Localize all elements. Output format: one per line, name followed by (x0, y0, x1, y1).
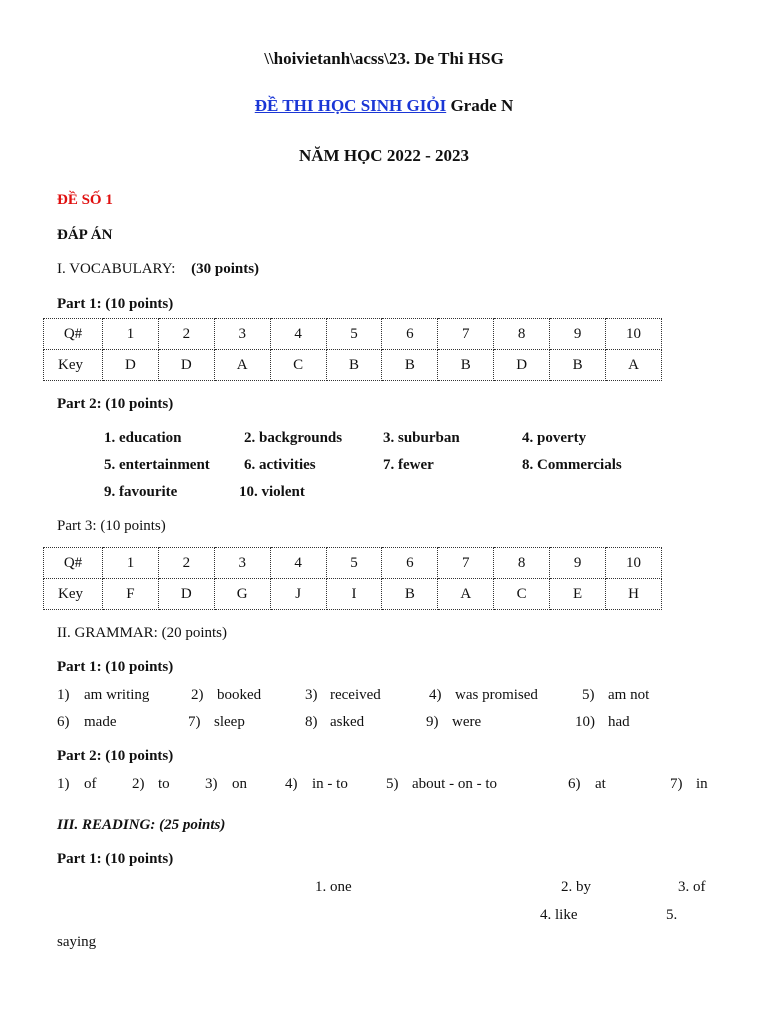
table-cell: B (382, 350, 438, 381)
table-row (44, 579, 662, 610)
table-cell: 7 (438, 319, 494, 350)
list-item: am writing (84, 687, 150, 703)
table-row (44, 548, 662, 579)
list-item: 1) (57, 687, 70, 703)
vocabulary-points: (30 points) (191, 261, 260, 277)
vocabulary-heading (57, 261, 259, 278)
table-cell: 8 (494, 548, 550, 579)
table-cell: 4 (270, 548, 326, 579)
table-cell: 2 (158, 319, 214, 350)
document-path: \\hoivietanh\acss\23. De Thi HSG (264, 49, 504, 68)
vocab-part3-table (43, 547, 662, 610)
list-item: 1) (57, 776, 70, 792)
vocabulary-title: I. VOCABULARY: (57, 261, 176, 277)
table-cell: 5 (326, 319, 382, 350)
list-item: am not (608, 687, 650, 703)
table-cell: 7 (438, 548, 494, 579)
list-item: 10) (575, 714, 595, 730)
table-cell: 2 (158, 548, 214, 579)
list-item: 3) (205, 776, 218, 792)
list-item: 1. education (104, 430, 182, 446)
table-cell: 10 (606, 548, 662, 579)
table-cell: Key (44, 350, 103, 381)
list-item: about - on - to (412, 776, 497, 792)
list-item: 4) (285, 776, 298, 792)
reading-part1-label: Part 1: (10 points) (57, 851, 174, 867)
table-cell: F (103, 579, 159, 610)
table-cell: 4 (270, 319, 326, 350)
table-cell: 6 (382, 548, 438, 579)
table-cell: D (158, 350, 214, 381)
table-cell: 1 (103, 319, 159, 350)
list-item: 9. favourite (104, 484, 178, 500)
list-item: 8. Commercials (522, 457, 622, 473)
table-cell: D (494, 350, 550, 381)
table-cell: Q# (44, 319, 103, 350)
list-item: 6. activities (244, 457, 316, 473)
list-item: 5. (666, 907, 678, 923)
list-item: 7. fewer (383, 457, 434, 473)
table-cell: B (550, 350, 606, 381)
school-year: NĂM HỌC 2022 - 2023 (299, 146, 469, 165)
exam-number: ĐỀ SỐ 1 (57, 192, 113, 208)
list-item: 2. by (561, 879, 591, 895)
table-cell: 8 (494, 319, 550, 350)
table-cell: D (103, 350, 159, 381)
table-cell: A (214, 350, 270, 381)
document-title (0, 96, 768, 116)
list-item: in (696, 776, 708, 792)
grammar-part2-label: Part 2: (10 points) (57, 748, 174, 764)
list-item: were (452, 714, 482, 730)
list-item: 1. one (315, 879, 352, 895)
list-item: had (608, 714, 630, 730)
list-item: 6) (57, 714, 70, 730)
reading-heading: III. READING: (25 points) (57, 817, 226, 833)
list-item: was promised (455, 687, 538, 703)
list-item: 3) (305, 687, 318, 703)
table-cell: 6 (382, 319, 438, 350)
table-cell: A (438, 579, 494, 610)
list-item: 7) (188, 714, 201, 730)
grammar-part1-label: Part 1: (10 points) (57, 659, 174, 675)
list-item: 5) (386, 776, 399, 792)
table-cell: 3 (214, 319, 270, 350)
table-cell: 9 (550, 548, 606, 579)
table-cell: B (438, 350, 494, 381)
table-row (44, 319, 662, 350)
list-item: 10. violent (239, 484, 305, 500)
table-cell: Key (44, 579, 103, 610)
table-cell: D (158, 579, 214, 610)
table-cell: B (326, 350, 382, 381)
table-cell: 10 (606, 319, 662, 350)
list-item: 3. suburban (383, 430, 460, 446)
table-cell: 3 (214, 548, 270, 579)
answer-key-heading: ĐÁP ÁN (57, 227, 113, 243)
list-item: received (330, 687, 381, 703)
table-cell: H (606, 579, 662, 610)
list-item: booked (217, 687, 262, 703)
list-item: 4. like (540, 907, 578, 923)
list-item: saying (57, 934, 97, 950)
table-cell: C (270, 350, 326, 381)
table-row (44, 350, 662, 381)
list-item: asked (330, 714, 365, 730)
list-item: 4. poverty (522, 430, 587, 446)
table-cell: Q# (44, 548, 103, 579)
list-item: 4) (429, 687, 442, 703)
list-item: 7) (670, 776, 683, 792)
list-item: 5. entertainment (104, 457, 210, 473)
list-item: 2) (132, 776, 145, 792)
title-grade: Grade N (450, 96, 514, 115)
table-cell: 9 (550, 319, 606, 350)
table-cell: C (494, 579, 550, 610)
list-item: 2. backgrounds (244, 430, 343, 446)
table-cell: B (382, 579, 438, 610)
table-cell: J (270, 579, 326, 610)
vocab-part3-label: Part 3: (10 points) (57, 518, 166, 534)
list-item: 5) (582, 687, 595, 703)
title-link[interactable]: ĐỀ THI HỌC SINH GIỎI (254, 96, 447, 115)
vocab-part1-table (43, 318, 662, 381)
list-item: 8) (305, 714, 318, 730)
list-item: at (595, 776, 606, 792)
table-cell: 5 (326, 548, 382, 579)
vocab-part2-label: Part 2: (10 points) (57, 396, 174, 412)
list-item: 9) (426, 714, 439, 730)
table-cell: I (326, 579, 382, 610)
table-cell: 1 (103, 548, 159, 579)
list-item: on (232, 776, 247, 792)
list-item: made (84, 714, 117, 730)
list-item: of (84, 776, 97, 792)
table-cell: E (550, 579, 606, 610)
grammar-heading: II. GRAMMAR: (20 points) (57, 625, 228, 641)
list-item: to (158, 776, 170, 792)
list-item: 3. of (678, 879, 706, 895)
list-item: 2) (191, 687, 204, 703)
list-item: in - to (312, 776, 348, 792)
table-cell: G (214, 579, 270, 610)
list-item: sleep (214, 714, 245, 730)
vocab-part1-label: Part 1: (10 points) (57, 296, 174, 312)
table-cell: A (606, 350, 662, 381)
list-item: 6) (568, 776, 581, 792)
